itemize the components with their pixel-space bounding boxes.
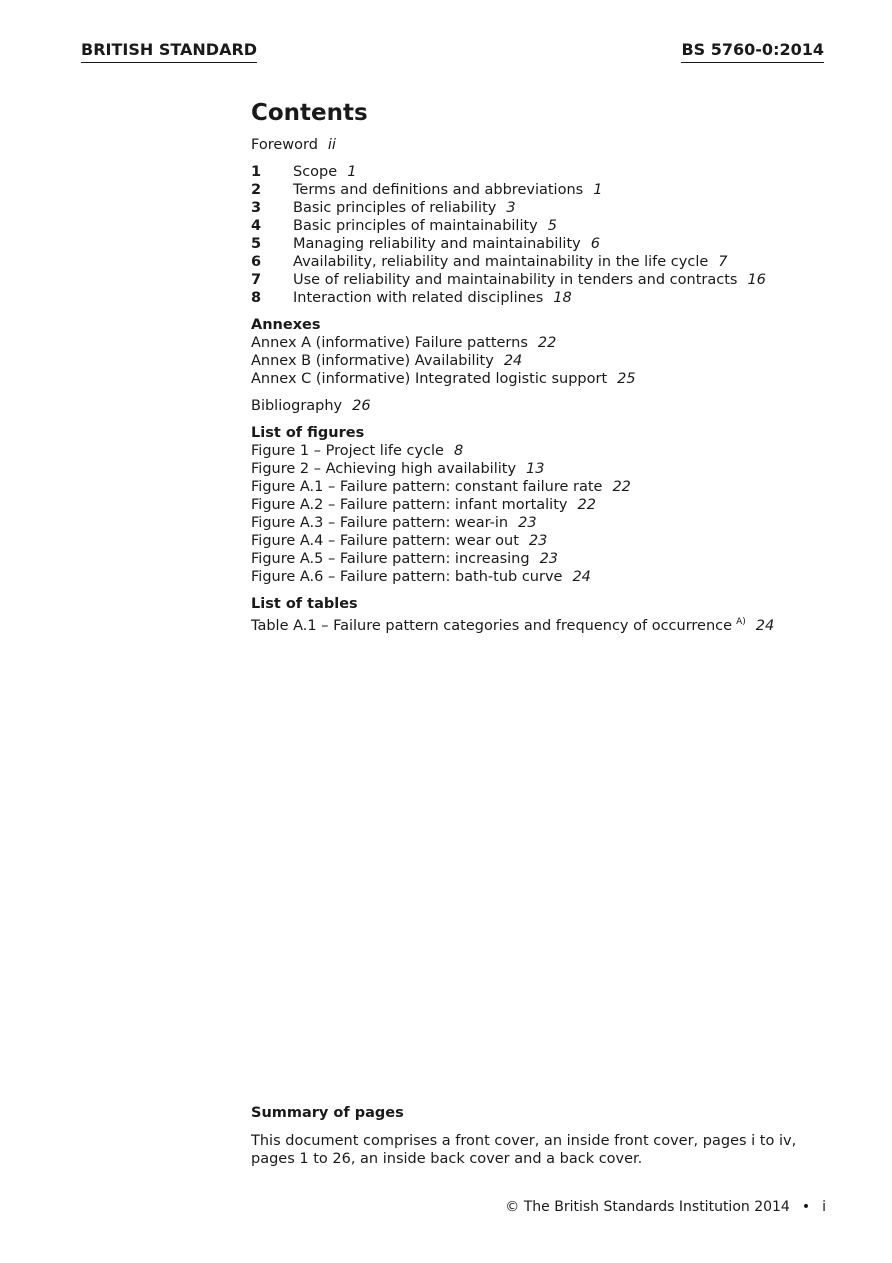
toc-label: Figure A.3 – Failure pattern: wear-in <box>251 515 509 531</box>
toc-page-number: 23 <box>528 533 548 549</box>
annexes-section <box>251 316 851 388</box>
toc-entry-foreword[interactable] <box>251 136 851 154</box>
toc-page-number: 13 <box>526 461 545 477</box>
toc-entry-figure[interactable] <box>251 550 851 568</box>
tables-section <box>251 595 851 635</box>
toc-entry-figure[interactable] <box>251 532 851 550</box>
page-footer <box>505 1198 826 1216</box>
toc-page-number: 16 <box>747 272 766 288</box>
toc-entry-clause[interactable] <box>251 163 851 181</box>
toc-page-number: 8 <box>453 443 464 459</box>
toc-entry-bibliography[interactable] <box>251 397 851 415</box>
contents-title: Contents <box>251 100 368 126</box>
toc-label: Availability, reliability and maintainability in the life cycle <box>293 254 709 270</box>
toc-entry-annex[interactable] <box>251 352 851 370</box>
toc-label: Bibliography <box>251 398 343 414</box>
toc-page-number: 24 <box>503 353 523 369</box>
toc-entry-clause[interactable] <box>251 199 851 217</box>
toc-label: Figure A.5 – Failure pattern: increasing <box>251 551 530 567</box>
toc-page-number: 25 <box>617 371 636 387</box>
page-number: i <box>822 1199 826 1215</box>
copyright-notice: © The British Standards Institution 2014 <box>505 1199 790 1215</box>
toc-page-number: 23 <box>518 515 537 531</box>
toc-page-number: 3 <box>506 200 516 216</box>
toc-label: Foreword <box>251 137 318 153</box>
toc-label: Figure A.1 – Failure pattern: constant failure rate <box>251 479 603 495</box>
clause-number: 1 <box>251 164 262 180</box>
toc-label: Managing reliability and maintainability <box>293 236 581 252</box>
toc-label: Figure A.2 – Failure pattern: infant mortality <box>251 497 568 513</box>
table-footnote-marker: A) <box>736 617 746 627</box>
toc-label: Figure A.6 – Failure pattern: bath-tub curve <box>251 569 563 585</box>
clause-number: 5 <box>251 236 262 252</box>
contents-section <box>251 98 851 635</box>
toc-page-number: 22 <box>612 479 631 495</box>
toc-label: Table A.1 – Failure pattern categories and frequency of occurrence <box>251 618 733 634</box>
toc-entry-annex[interactable] <box>251 370 851 388</box>
toc-entry-figure[interactable] <box>251 514 851 532</box>
clause-number: 4 <box>251 218 262 234</box>
clause-list <box>251 163 851 307</box>
summary-heading: Summary of pages <box>251 1105 404 1121</box>
toc-label: Interaction with related disciplines <box>293 290 544 306</box>
toc-label: Figure 2 – Achieving high availability <box>251 461 517 477</box>
toc-label: Basic principles of maintainability <box>293 218 538 234</box>
toc-entry-clause[interactable] <box>251 271 851 289</box>
toc-page-number: 7 <box>718 254 728 270</box>
clause-number: 3 <box>251 200 262 216</box>
toc-page-number: 1 <box>347 164 357 180</box>
toc-entry-clause[interactable] <box>251 181 851 199</box>
toc-page-number: 22 <box>577 497 596 513</box>
clause-number: 6 <box>251 254 262 270</box>
header-standard-number: BS 5760-0:2014 <box>681 40 824 63</box>
toc-entry-table[interactable] <box>251 613 851 635</box>
toc-label: Basic principles of reliability <box>293 200 497 216</box>
clause-number: 8 <box>251 290 262 306</box>
toc-label: Annex B (informative) Availability <box>251 353 494 369</box>
toc-label: Use of reliability and maintainability in tenders and contracts <box>293 272 738 288</box>
toc-page-number: 5 <box>547 218 557 234</box>
toc-page-number: 22 <box>537 335 557 351</box>
toc-label: Scope <box>293 164 338 180</box>
toc-entry-clause[interactable] <box>251 253 851 271</box>
toc-entry-figure[interactable] <box>251 442 851 460</box>
footer-bullet: • <box>801 1199 811 1215</box>
toc-page-number: 26 <box>352 398 371 414</box>
toc-entry-clause[interactable] <box>251 235 851 253</box>
clause-number: 2 <box>251 182 262 198</box>
toc-page-number: ii <box>327 137 336 153</box>
toc-label: Annex A (informative) Failure patterns <box>251 335 528 351</box>
toc-label: Terms and definitions and abbreviations <box>293 182 584 198</box>
toc-entry-clause[interactable] <box>251 217 851 235</box>
header-left-title: BRITISH STANDARD <box>81 40 257 63</box>
toc-page-number: 24 <box>755 618 775 634</box>
annexes-heading: Annexes <box>251 317 321 333</box>
tables-heading: List of tables <box>251 596 358 612</box>
toc-page-number: 1 <box>593 182 603 198</box>
summary-of-pages <box>251 1104 811 1168</box>
toc-page-number: 23 <box>539 551 559 567</box>
toc-entry-figure[interactable] <box>251 478 851 496</box>
summary-text: This document comprises a front cover, an inside front cover, pages i to iv, pages 1 to 26, an inside back cover and a back cover. <box>251 1133 797 1167</box>
clause-number: 7 <box>251 272 262 288</box>
bibliography-section <box>251 397 851 415</box>
toc-label: Figure A.4 – Failure pattern: wear out <box>251 533 519 549</box>
figures-heading: List of figures <box>251 425 365 441</box>
toc-entry-figure[interactable] <box>251 496 851 514</box>
toc-entry-annex[interactable] <box>251 334 851 352</box>
figures-section <box>251 424 851 586</box>
toc-entry-clause[interactable] <box>251 289 851 307</box>
toc-page-number: 18 <box>553 290 572 306</box>
toc-entry-figure[interactable] <box>251 568 851 586</box>
toc-page-number: 24 <box>572 569 591 585</box>
toc-label: Annex C (informative) Integrated logistic support <box>251 371 608 387</box>
toc-entry-figure[interactable] <box>251 460 851 478</box>
toc-page-number: 6 <box>590 236 600 252</box>
toc-label: Figure 1 – Project life cycle <box>251 443 444 459</box>
